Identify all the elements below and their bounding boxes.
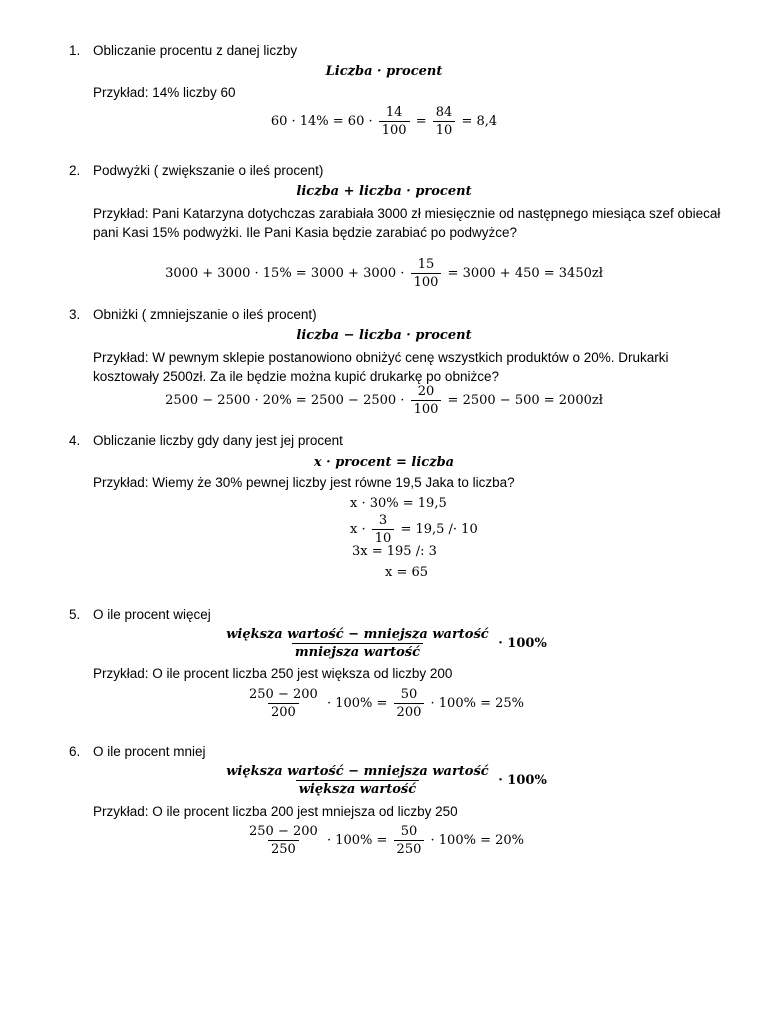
item-5-example: Przykład: O ile procent liczba 250 jest większa od liczby 200 (93, 666, 453, 681)
item-3-example: Przykład: W pewnym sklepie postanowiono obniżyć cenę wszystkich produktów o 20%. Drukarki kosztowały 2500zł. Za ile będzie można kupić drukarkę po obniżce? (93, 350, 669, 384)
fraction (394, 823, 425, 858)
item-4-number: 4. (69, 433, 81, 448)
item-5-formula (0, 626, 768, 661)
item-4-example: Przykład: Wiemy że 30% pewnej liczby jest równe 19,5 Jaka to liczba? (93, 475, 515, 490)
item-2-example: Przykład: Pani Katarzyna dotychczas zarabiała 3000 zł miesięcznie od następnego miesiąca szef obiecał pani Kasi 15% podwyżki. Ile Pani Kasia będzie zarabiać po podwyżce? (93, 206, 721, 240)
formula-tail: · 100% (498, 773, 547, 788)
denominator: większa wartość (296, 780, 419, 798)
numerator: 250 − 200 (249, 824, 318, 839)
eq-part: · 100% = (326, 696, 388, 711)
fraction (223, 626, 492, 661)
denominator: 200 (394, 703, 425, 721)
eq-part: · 100% = 25% (430, 696, 524, 711)
item-5-title: O ile procent więcej (93, 607, 211, 622)
item-6-example: Przykład: O ile procent liczba 200 jest mniejsza od liczby 250 (93, 804, 458, 819)
denominator: 200 (268, 703, 299, 721)
denominator: 100 (411, 400, 442, 418)
item-6-formula (0, 763, 768, 798)
eq-part: · 100% = (326, 833, 388, 848)
denominator: mniejsza wartość (292, 643, 423, 661)
item-3-formula: liczba − liczba · procent (296, 328, 472, 343)
example-1-equation (0, 104, 768, 139)
eq-part: 2500 − 2500 · 20% = 2500 − 2500 · (165, 393, 405, 408)
numerator: większa wartość − mniejsza wartość (226, 764, 489, 779)
numerator: 3 (378, 513, 388, 528)
fraction (411, 256, 442, 291)
item-2-title: Podwyżki ( zwiększanie o ileś procent) (93, 163, 324, 178)
eq-part: = 3000 + 450 = 3450zł (447, 266, 603, 281)
equation-line-1: x · 30% = 19,5 (350, 496, 447, 511)
fraction (223, 763, 492, 798)
denominator: 250 (394, 840, 425, 858)
item-4-title: Obliczanie liczby gdy dany jest jej procent (93, 433, 343, 448)
example-6-equation (0, 823, 768, 858)
equation-line-4: x = 65 (385, 565, 429, 580)
eq-part: = (415, 114, 427, 129)
numerator: 50 (400, 824, 418, 839)
fraction (433, 104, 456, 139)
item-4-formula: x · procent = liczba (313, 455, 455, 470)
fraction (372, 512, 395, 547)
fraction (379, 104, 410, 139)
eq-part: = 2500 − 500 = 2000zł (447, 393, 603, 408)
denominator: 250 (268, 840, 299, 858)
item-3-number: 3. (69, 307, 81, 322)
item-6-number: 6. (69, 744, 81, 759)
numerator: większa wartość − mniejsza wartość (226, 627, 489, 642)
eq-part: · 100% = 20% (430, 833, 524, 848)
item-1-number: 1. (69, 43, 81, 58)
numerator: 50 (400, 687, 418, 702)
numerator: 15 (417, 257, 435, 272)
example-5-equation (0, 686, 768, 721)
item-1-example: Przykład: 14% liczby 60 (93, 85, 236, 100)
numerator: 250 − 200 (249, 687, 318, 702)
numerator: 20 (417, 384, 435, 399)
equation-line-3: 3x = 195 /: 3 (352, 544, 437, 559)
example-3-equation (0, 383, 768, 418)
denominator: 10 (433, 121, 456, 139)
item-6-title: O ile procent mniej (93, 744, 206, 759)
item-3-title: Obniżki ( zmniejszanie o ileś procent) (93, 307, 317, 322)
denominator: 100 (379, 121, 410, 139)
numerator: 84 (435, 105, 453, 120)
example-2-equation (0, 256, 768, 291)
eq-part: 3000 + 3000 · 15% = 3000 + 3000 · (165, 266, 405, 281)
eq-part: 60 · 14% = 60 · (270, 114, 373, 129)
item-1-title: Obliczanie procentu z danej liczby (93, 43, 298, 58)
fraction (411, 383, 442, 418)
formula-tail: · 100% (498, 636, 547, 651)
equation-line-2 (350, 512, 478, 547)
item-1-formula: Liczba · procent (325, 64, 443, 79)
item-2-formula: liczba + liczba · procent (296, 184, 472, 199)
fraction (246, 823, 321, 858)
denominator: 10 (372, 529, 395, 547)
eq-part: x · (350, 522, 366, 537)
fraction (246, 686, 321, 721)
numerator: 14 (385, 105, 403, 120)
item-2-number: 2. (69, 163, 81, 178)
item-5-number: 5. (69, 607, 81, 622)
fraction (394, 686, 425, 721)
eq-part: = 8,4 (461, 114, 498, 129)
eq-part: = 19,5 /· 10 (400, 522, 478, 537)
denominator: 100 (411, 273, 442, 291)
